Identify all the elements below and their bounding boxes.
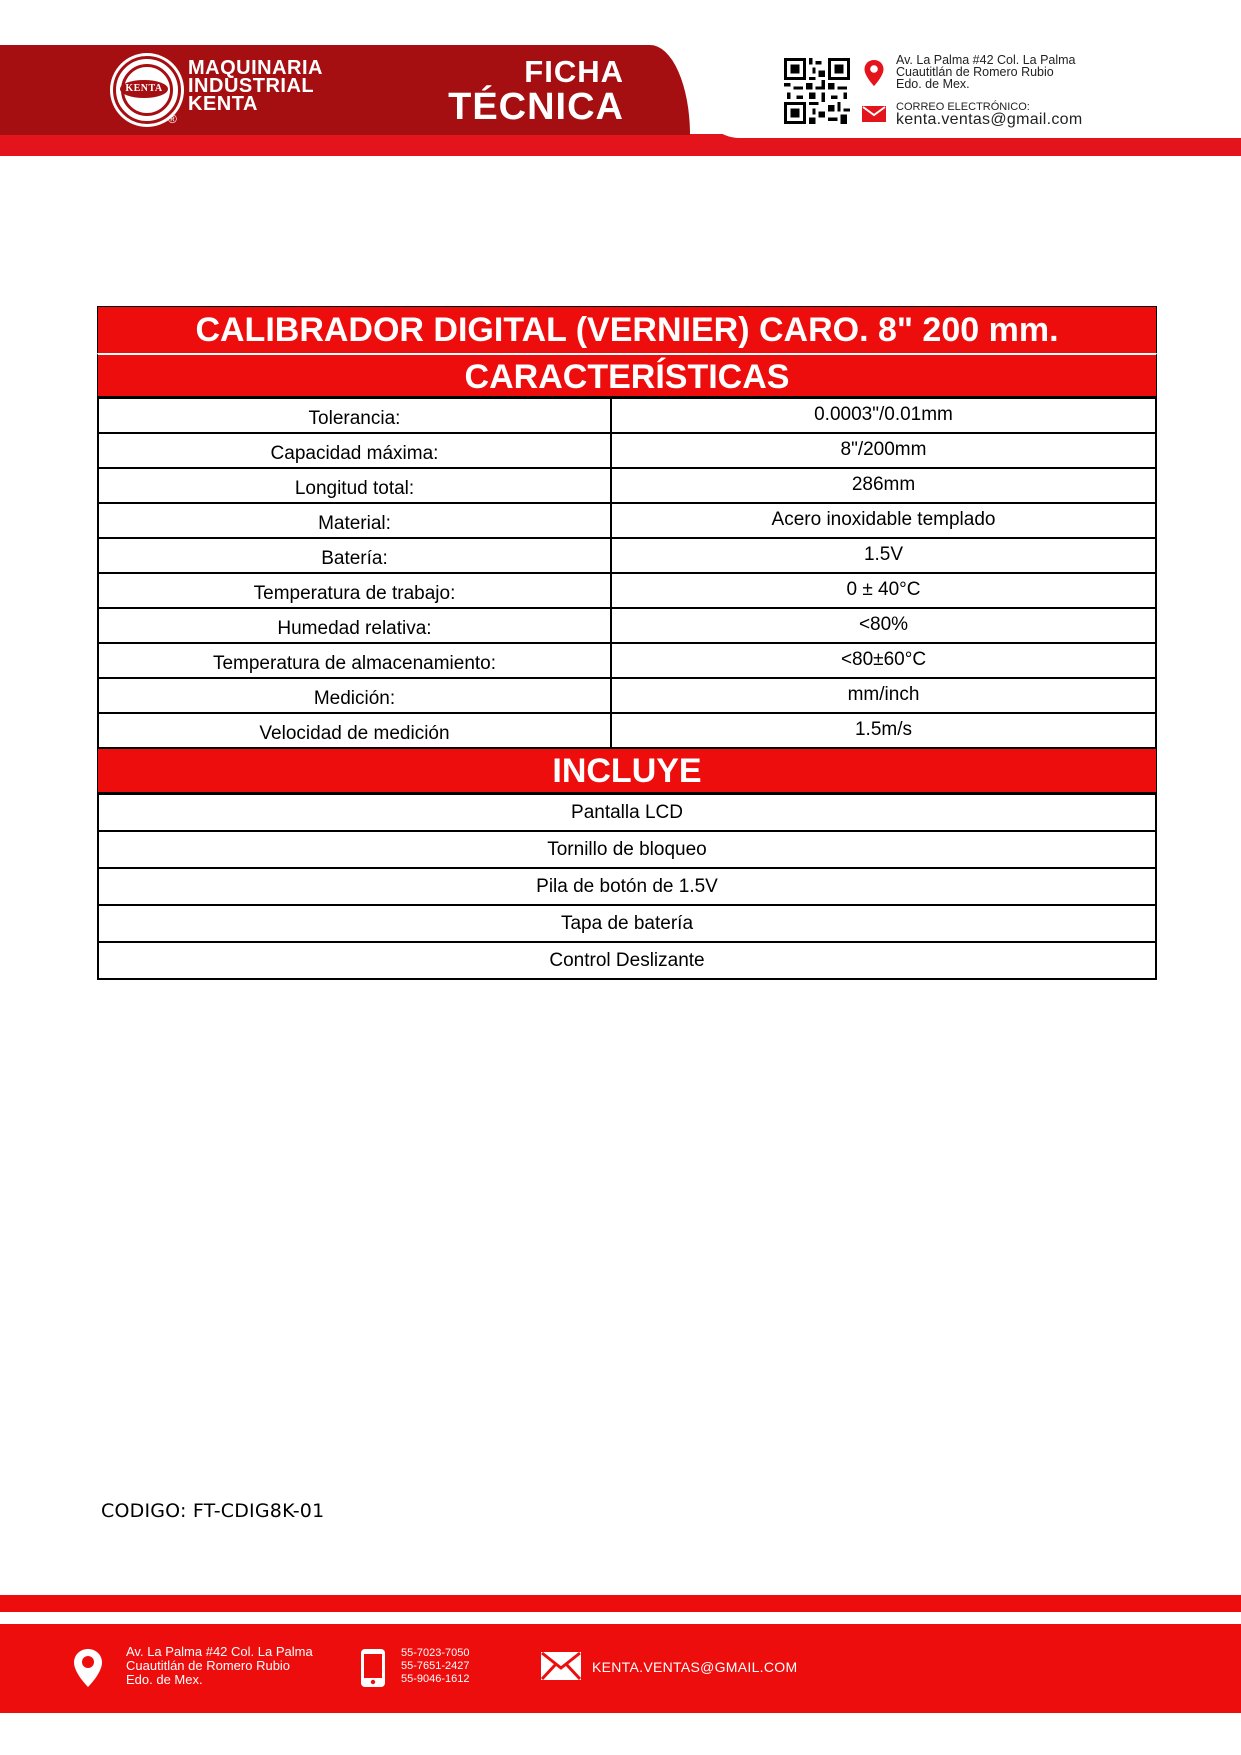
footer-phone-3[interactable]: 55-9046-1612 [401,1673,470,1685]
envelope-icon [862,106,886,122]
includes-heading: INCLUYE [97,749,1157,793]
footer-address-line-1: Av. La Palma #42 Col. La Palma [126,1644,313,1659]
features-table [97,397,1157,749]
footer-address-line-2: Cuautitlán de Romero Rubio [126,1658,291,1673]
header-address-line-3: Edo. de Mex. [896,77,970,91]
footer-email[interactable]: KENTA.VENTAS@GMAIL.COM [592,1659,798,1675]
footer-red-bar [0,1595,1241,1612]
footer-address-line-3: Edo. de Mex. [126,1672,203,1687]
logo-text: KENTA [120,80,168,98]
feature-value: 1.5m/s [611,713,1156,748]
feature-row [98,643,1156,678]
feature-value: mm/inch [611,678,1156,713]
feature-value: <80±60°C [611,643,1156,678]
feature-row [98,503,1156,538]
header-address [896,54,1076,90]
feature-value: 0.0003"/0.01mm [611,398,1156,433]
feature-label: Velocidad de medición [98,713,611,748]
included-item-row [98,831,1156,868]
feature-label: Batería: [98,538,611,573]
brand-line-2: INDUSTRIAL [188,75,315,97]
location-pin-icon [72,1648,104,1688]
feature-value: Acero inoxidable templado [611,503,1156,538]
document-type [414,54,624,128]
brand-line-3: KENTA [188,93,258,115]
feature-row [98,608,1156,643]
spec-sheet [97,306,1157,980]
included-item-row [98,868,1156,905]
ficha-line-1: FICHA [524,54,624,89]
document-code: CODIGO: FT-CDIG8K-01 [101,1500,325,1522]
feature-label: Longitud total: [98,468,611,503]
feature-row [98,538,1156,573]
product-title: CALIBRADOR DIGITAL (VERNIER) CARO. 8" 200 mm. [97,306,1157,353]
feature-row [98,573,1156,608]
feature-value: 8"/200mm [611,433,1156,468]
feature-label: Humedad relativa: [98,608,611,643]
feature-value: 0 ± 40°C [611,573,1156,608]
feature-value: 286mm [611,468,1156,503]
feature-label: Temperatura de trabajo: [98,573,611,608]
header-address-line-2: Cuautitlán de Romero Rubio [896,65,1054,79]
included-item-row [98,942,1156,979]
brand-name [188,59,323,113]
feature-value: 1.5V [611,538,1156,573]
feature-row [98,468,1156,503]
included-item-row [98,905,1156,942]
feature-label: Medición: [98,678,611,713]
footer-phones [401,1647,470,1686]
brand-line-1: MAQUINARIA [188,57,323,79]
footer-phone-2[interactable]: 55-7651-2427 [401,1660,470,1672]
feature-value: <80% [611,608,1156,643]
footer-phone-1[interactable]: 55-7023-7050 [401,1647,470,1659]
feature-row [98,398,1156,433]
registered-mark: ® [168,112,177,126]
feature-row [98,433,1156,468]
ficha-line-2: TÉCNICA [448,86,624,128]
header-address-line-1: Av. La Palma #42 Col. La Palma [896,53,1076,67]
included-item: Pantalla LCD [98,794,1156,831]
feature-label: Temperatura de almacenamiento: [98,643,611,678]
footer-address [126,1645,313,1687]
included-item: Tapa de batería [98,905,1156,942]
included-item: Tornillo de bloqueo [98,831,1156,868]
feature-label: Tolerancia: [98,398,611,433]
feature-row [98,678,1156,713]
location-pin-icon [864,60,884,86]
envelope-icon [540,1651,582,1681]
includes-table [97,793,1157,980]
included-item: Pila de botón de 1.5V [98,868,1156,905]
features-heading: CARACTERÍSTICAS [97,353,1157,397]
feature-label: Material: [98,503,611,538]
qr-code-icon [784,58,850,124]
header-email[interactable]: kenta.ventas@gmail.com [896,111,1083,128]
phone-icon [360,1648,386,1688]
email-label: CORREO ELECTRÓNICO: [896,101,1030,113]
feature-row [98,713,1156,748]
included-item: Control Deslizante [98,942,1156,979]
included-item-row [98,794,1156,831]
feature-label: Capacidad máxima: [98,433,611,468]
